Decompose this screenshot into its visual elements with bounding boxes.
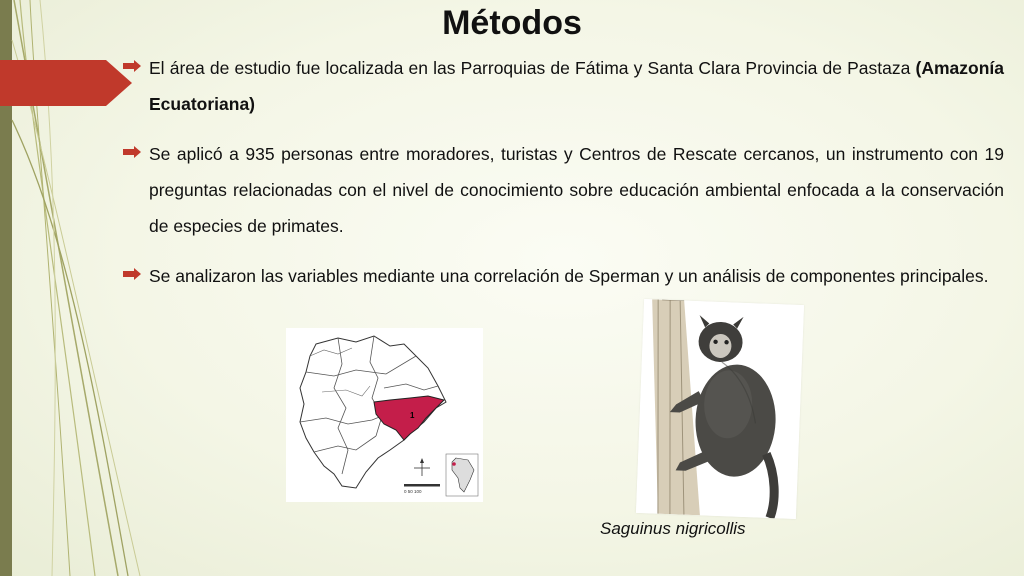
south-america-inset <box>446 454 478 496</box>
bullet-text: Se aplicó a 935 personas entre moradores, turistas y Centros de Rescate cercanos, un instrumento con 19 preguntas relacionadas con el nivel de conocimiento sobre educación ambiental enfocada a la conservación de especies de primates. <box>149 144 1004 236</box>
bullet-item <box>121 50 1004 122</box>
primate-illustration <box>636 299 804 519</box>
ecuador-map <box>286 328 483 502</box>
bullet-arrow-icon <box>123 60 141 72</box>
page-title: Métodos <box>442 4 582 42</box>
bullet-item <box>121 258 1004 294</box>
red-arrow-shape <box>0 60 132 106</box>
bullet-text: Se analizaron las variables mediante una correlación de Sperman y un análisis de componentes principales. <box>149 266 989 286</box>
bullet-text: El área de estudio fue localizada en las Parroquias de Fátima y Santa Clara Provincia de Pastaza (Amazonía Ecuatoriana) <box>149 58 1004 114</box>
bullet-item <box>121 136 1004 244</box>
bullet-list <box>121 50 1004 308</box>
bullet-arrow-icon <box>123 146 141 158</box>
scale-label: 0 50 100 <box>404 489 422 494</box>
map-region-label: 1 <box>410 411 415 420</box>
bullet-arrow-icon <box>123 268 141 280</box>
figure-caption: Saguinus nigricollis <box>600 519 746 538</box>
compass-icon <box>414 458 430 476</box>
scale-bar <box>404 484 440 494</box>
